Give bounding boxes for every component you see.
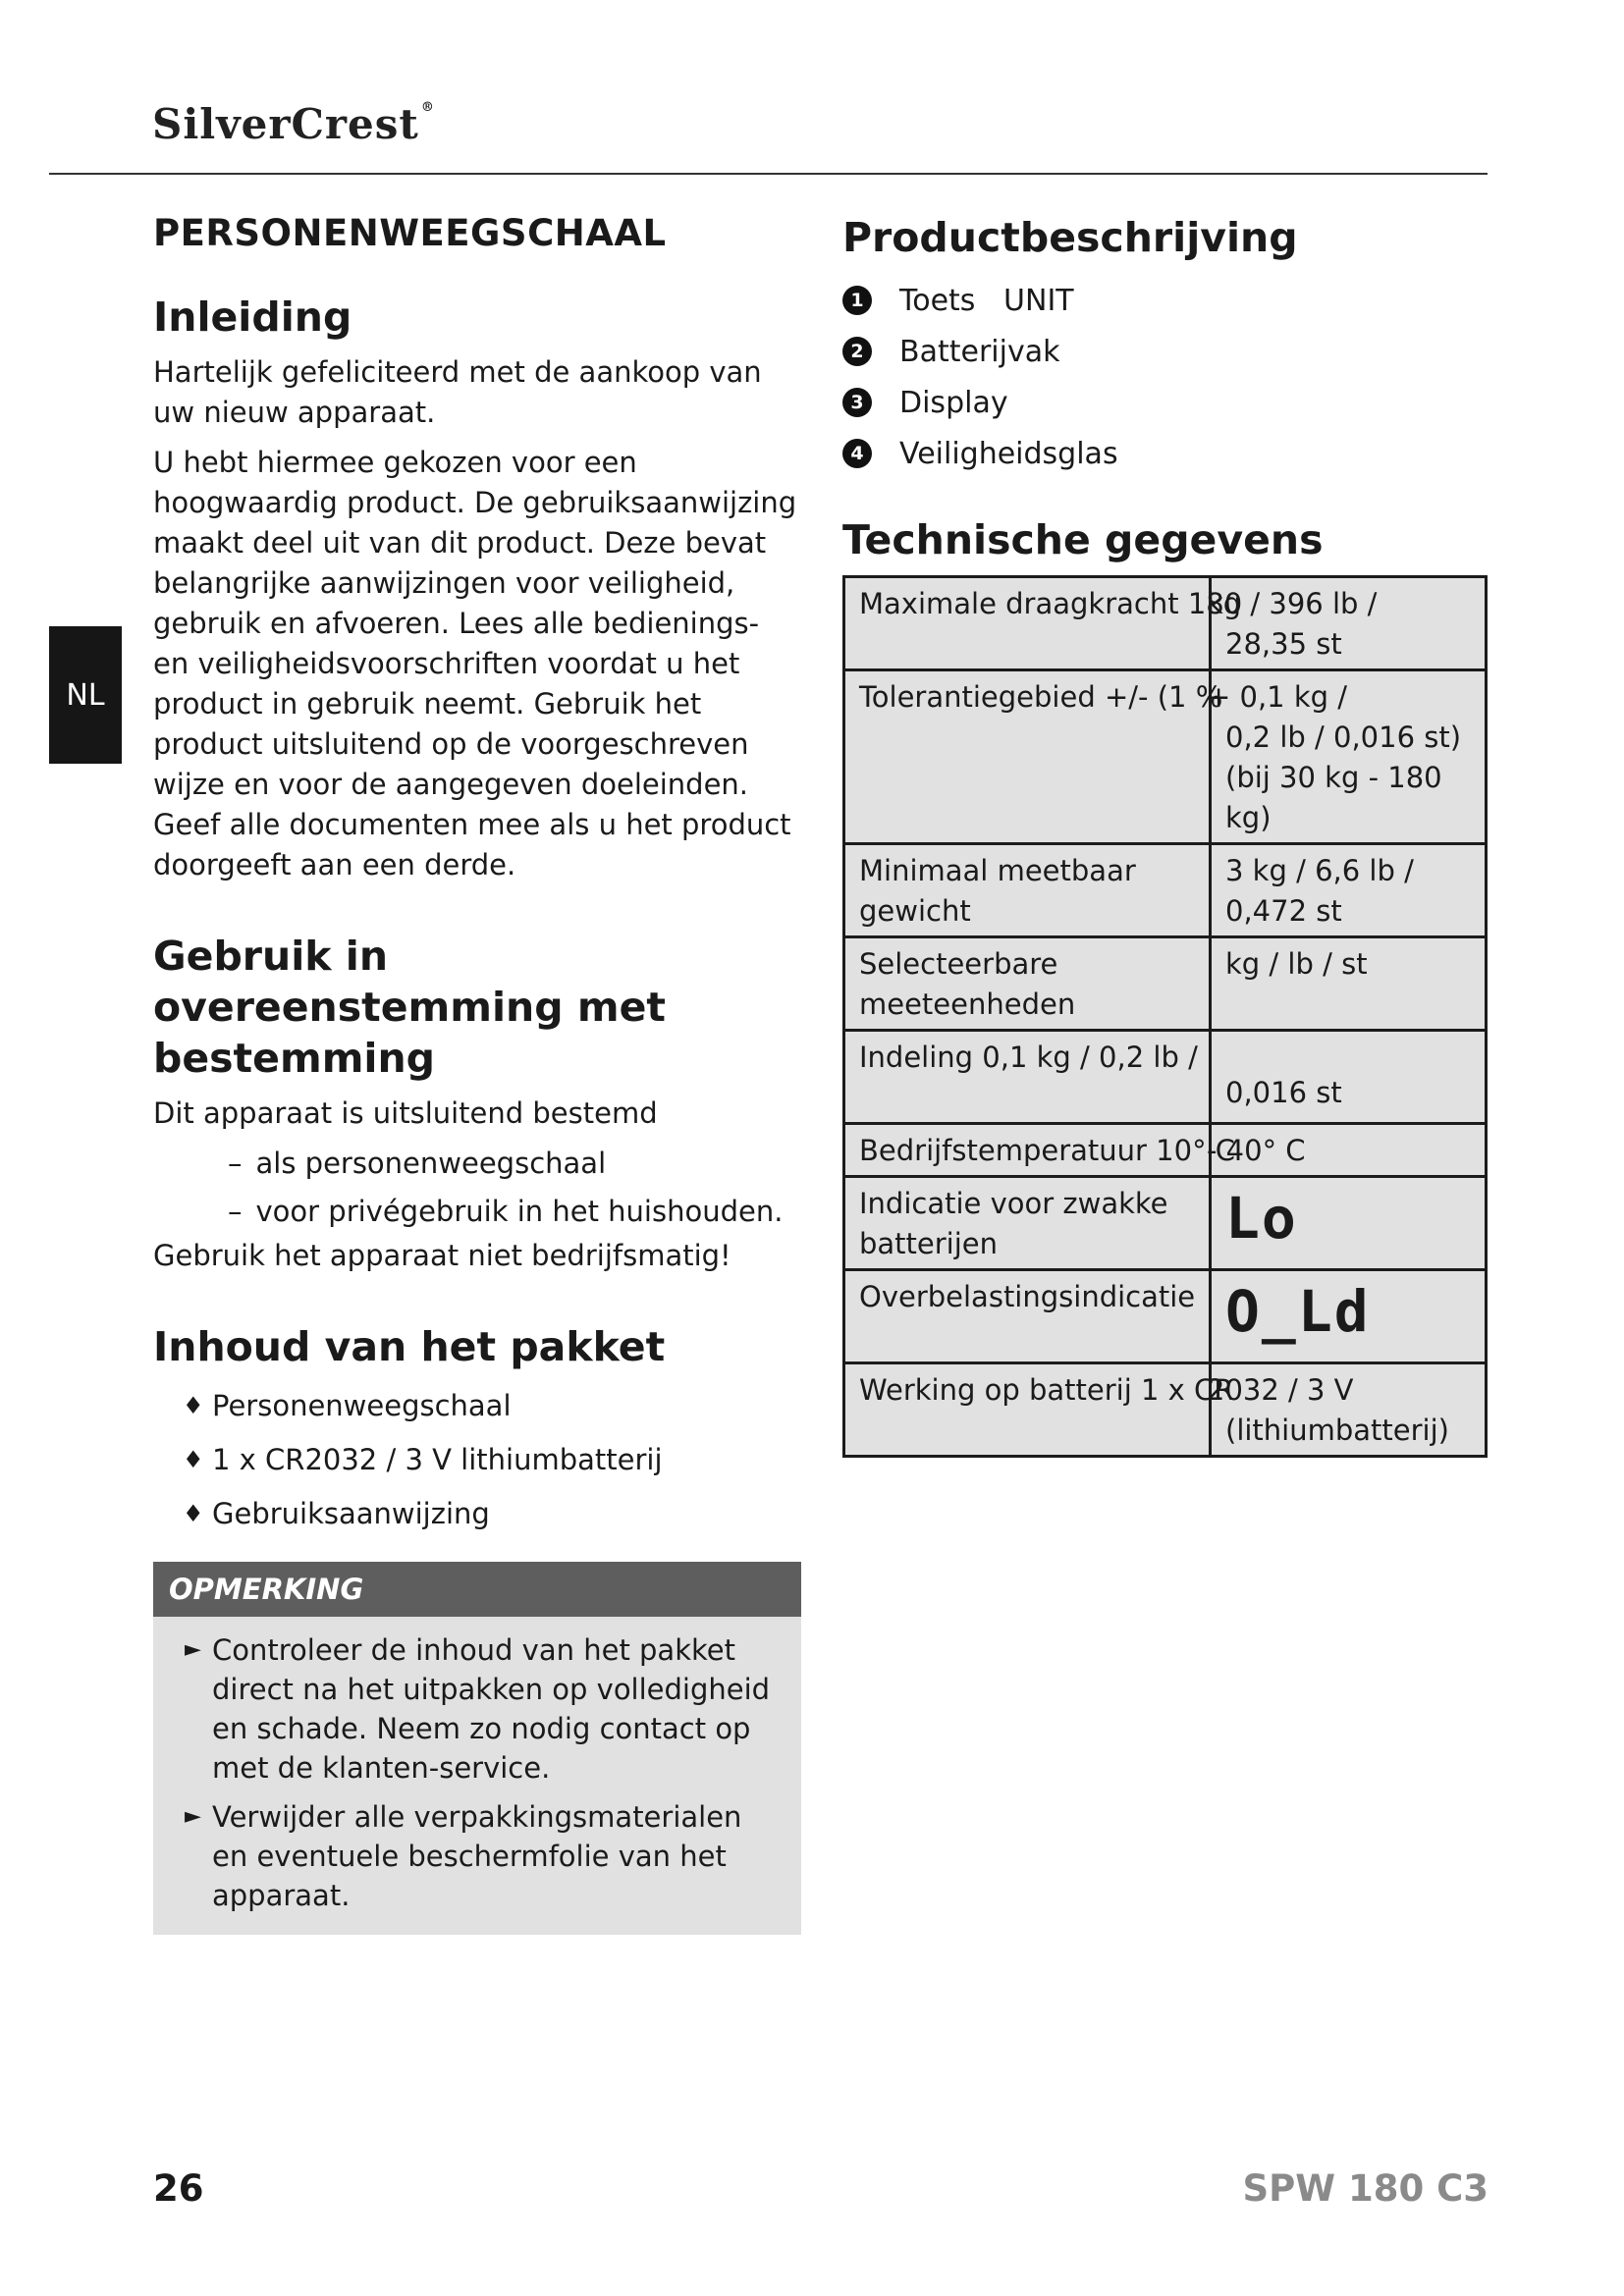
tech-heading: Technische gegevens: [842, 516, 1324, 563]
spec-row: [844, 1177, 1487, 1270]
contents-item: ♦ 1 x CR2032 / 3 V lithiumbatterij: [183, 1440, 801, 1480]
notice-item: ► Controleer de inhoud van het pakket direct na het uitpakken op volledigheid en schade. Neem zo nodig contact op met de klanten-service.: [198, 1630, 772, 1788]
spec-row: [844, 1031, 1487, 1124]
use-item: – als personenweegschaal: [228, 1147, 607, 1180]
spec-row: [844, 1363, 1487, 1457]
arrow-bullet-icon: ►: [185, 1637, 201, 1662]
model-number: SPW 180 C3: [1242, 2167, 1489, 2210]
contents-item: ♦ Personenweegschaal: [183, 1386, 801, 1426]
spec-value-cell: 0,2 lb / 0,016 st) (bij 30 kg - 180 kg): [1211, 670, 1487, 844]
right-column: [842, 212, 1488, 1458]
use-lead: Dit apparaat is uitsluitend bestemd: [153, 1096, 658, 1130]
low-battery-lcd-icon: Lo: [1225, 1185, 1298, 1252]
brand-name: SilverCrest: [152, 100, 419, 148]
number-badge-icon: 4: [842, 439, 872, 468]
spec-row: [844, 844, 1487, 937]
spec-row: [844, 577, 1487, 670]
arrow-bullet-icon: ►: [185, 1804, 201, 1829]
spec-label-cell: Bedrijfstemperatuur 10° C - 40° C: [844, 1124, 1211, 1177]
page-number: 26: [153, 2167, 204, 2210]
spec-value-cell: (lithiumbatterij): [1211, 1363, 1487, 1457]
number-badge-icon: 3: [842, 388, 872, 417]
product-part: 3 Display: [842, 377, 1488, 428]
spec-value-cell: [1211, 1270, 1487, 1363]
product-part: 2 Batterijvak: [842, 326, 1488, 377]
spec-label-cell: Minimaal meetbaar gewicht: [844, 844, 1211, 937]
use-item: – voor privégebruik in het huishouden.: [228, 1195, 784, 1228]
diamond-bullet-icon: ♦: [183, 1500, 204, 1527]
spec-label-cell: Werking op batterij 1 x CR 2032 / 3 V: [844, 1363, 1211, 1457]
trademark-symbol: ®: [420, 100, 435, 115]
brand-logo: [152, 100, 435, 148]
spec-row: [844, 1124, 1487, 1177]
number-badge-icon: 2: [842, 337, 872, 366]
spec-row: [844, 1270, 1487, 1363]
spec-value-cell: 28,35 st: [1211, 577, 1487, 670]
intro-heading: Inleiding: [153, 294, 352, 341]
notice-item: ► Verwijder alle verpakkingsmaterialen en eventuele beschermfolie van het apparaat.: [198, 1797, 772, 1915]
contents-heading: Inhoud van het pakket: [153, 1323, 666, 1370]
notice-title: OPMERKING: [153, 1562, 801, 1617]
document-title: PERSONENWEEGSCHAAL: [153, 212, 667, 254]
spec-row: [844, 937, 1487, 1031]
contents-item: ♦ Gebruiksaanwijzing: [183, 1494, 801, 1534]
intro-paragraph-1: Hartelijk gefeliciteerd met de aankoop van uw nieuw apparaat.: [153, 355, 762, 429]
product-heading: Productbeschrijving: [842, 214, 1298, 261]
spec-value-cell: [1211, 1177, 1487, 1270]
spec-label-cell: Maximale draagkracht 180 kg / 396 lb /: [844, 577, 1211, 670]
notice-box: [153, 1562, 801, 1935]
spec-label-cell: Selecteerbare meeteenheden: [844, 937, 1211, 1031]
product-part: 1 Toets UNIT: [842, 275, 1488, 326]
spec-value-cell: kg / lb / st: [1211, 937, 1487, 1031]
product-parts-list: [842, 275, 1488, 479]
left-column: [153, 212, 801, 1935]
spec-value-cell: 0,016 st: [1211, 1031, 1487, 1124]
spec-label-cell: Indicatie voor zwakke batterijen: [844, 1177, 1211, 1270]
number-badge-icon: 1: [842, 286, 872, 315]
spec-label-cell: Indeling 0,1 kg / 0,2 lb /: [844, 1031, 1211, 1124]
overload-lcd-icon: O_Ld: [1225, 1278, 1371, 1345]
spec-table: [842, 575, 1488, 1458]
spec-value-cell: 3 kg / 6,6 lb / 0,472 st: [1211, 844, 1487, 937]
spec-label-cell: Overbelastingsindicatie: [844, 1270, 1211, 1363]
diamond-bullet-icon: ♦: [183, 1446, 204, 1473]
diamond-bullet-icon: ♦: [183, 1392, 204, 1419]
use-closing: Gebruik het apparaat niet bedrijfsmatig!: [153, 1239, 731, 1272]
header-divider: [49, 173, 1488, 175]
product-part: 4 Veiligheidsglas: [842, 428, 1488, 479]
spec-row: [844, 670, 1487, 844]
use-heading: Gebruik in overeenstemming met bestemming: [153, 933, 666, 1082]
intro-paragraph-2: U hebt hiermee gekozen voor een hoogwaardig product. De gebruiksaanwijzing maakt deel uit van dit product. Deze bevat belangrijke aanwijzingen voor veiligheid, gebruik en afvoeren. Lees alle bedienings- en veiligheidsvoorschriften voordat u het product in gebruik neemt. Gebruik het product uitsluitend op de voorgeschreven wijze en voor de aangegeven doeleinden. Geef alle documenten mee als u het product doorgeeft aan een derde.: [153, 446, 797, 881]
language-tab: NL: [49, 626, 122, 764]
spec-label-cell: Tolerantiegebied +/- (1 % + 0,1 kg /: [844, 670, 1211, 844]
